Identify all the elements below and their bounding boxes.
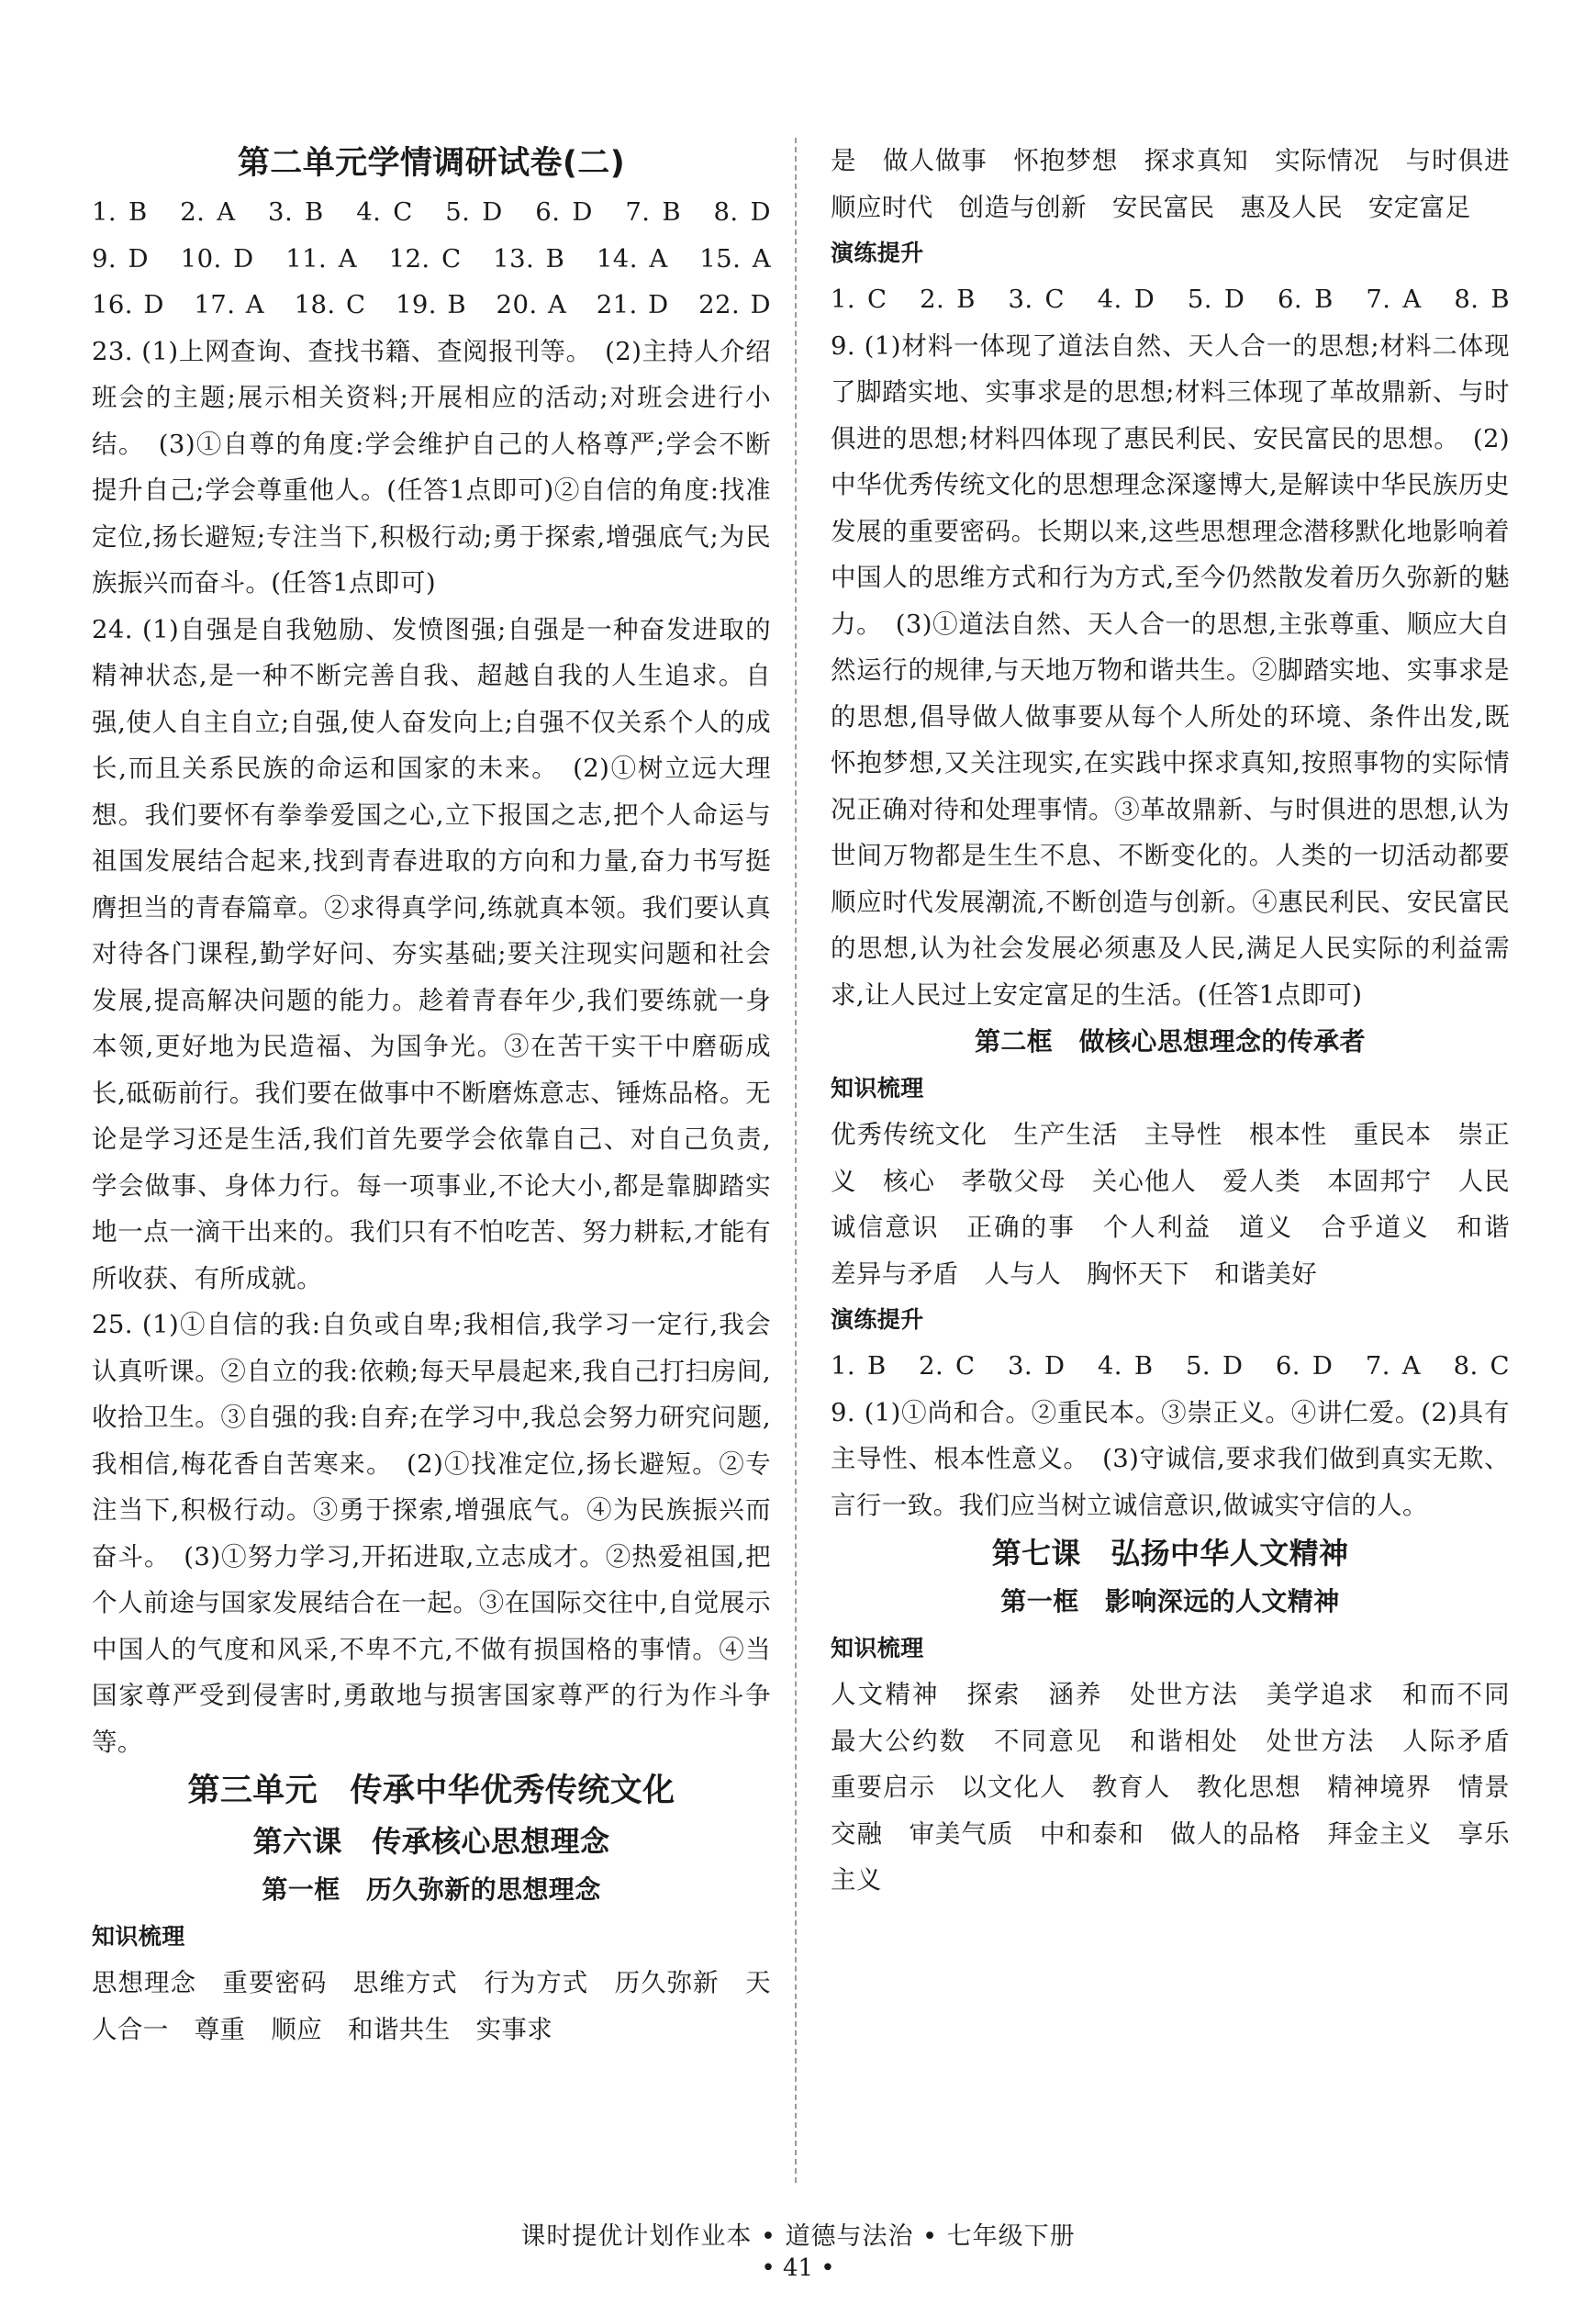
answer-row-1: 1. B 2. A 3. B 4. C 5. D 6. D 7. B 8. D bbox=[92, 197, 771, 227]
answer-row-2: 9. D 10. D 11. A 12. C 13. B 14. A 15. A bbox=[92, 243, 771, 274]
column-divider bbox=[795, 138, 797, 2183]
book-footer: 课时提优计划作业本 • 道德与法治 • 七年级下册 bbox=[520, 2222, 1076, 2251]
frame-2-heading: 第二框 做核心思想理念的传承者 bbox=[974, 1026, 1366, 1057]
test-title: 第二单元学情调研试卷(二) bbox=[237, 145, 626, 182]
knowledge-text-continued: 是 做人做事 怀抱梦想 探求真知 实际情况 与时俱进 顺应时代 创造与创新 安民富民 惠及人民 安定富足 bbox=[831, 146, 1535, 222]
practice-label-2: 演练提升 bbox=[831, 1306, 924, 1333]
knowledge-label: 知识梳理 bbox=[92, 1923, 185, 1950]
unit-3-heading: 第三单元 传承中华优秀传统文化 bbox=[187, 1773, 675, 1809]
knowledge-label-2: 知识梳理 bbox=[831, 1075, 924, 1102]
lesson-6-heading: 第六课 传承核心思想理念 bbox=[252, 1824, 610, 1859]
frame-1-heading: 第一框 历久弥新的思想理念 bbox=[262, 1874, 601, 1905]
knowledge-text: 思想理念 重要密码 思维方式 行为方式 历久弥新 天人合一 尊重 顺应 和谐共生 实事求 bbox=[92, 1968, 771, 2044]
lesson-7-heading: 第七课 弘扬中华人文精神 bbox=[991, 1536, 1349, 1571]
knowledge-text-2: 优秀传统文化 生产生活 主导性 根本性 重民本 崇正义 核心 孝敬父母 关心他人 爱人类 本固邦宁 人民 诚信意识 正确的事 个人利益 道义 合乎道义 和谐 差异与矛盾 人与人 胸怀天下 和谐美好 bbox=[831, 1120, 1535, 1289]
question-9-lesson6-frame2: 9. (1)①尚和合。②重民本。③崇正义。④讲仁爱。(2)具有主导性、根本性意义。 (3)守诚信,要求我们做到真实无欺、言行一致。我们应当树立诚信意识,做诚实守信的人。 bbox=[831, 1397, 1510, 1520]
answer-row-3: 16. D 17. A 18. C 19. B 20. A 21. D 22. D bbox=[92, 290, 771, 319]
right-column bbox=[831, 138, 1535, 1904]
page-number: • 41 • bbox=[761, 2254, 835, 2282]
question-25: 25. (1)①自信的我:自负或自卑;我相信,我学习一定行,我会认真听课。②自立的我:依赖;每天早晨起来,我自己打扫房间,收拾卫生。③自强的我:自弃;在学习中,我总会努力研究问题,我相信,梅花香自苦寒来。 (2)①找准定位,扬长避短。②专注当下,积极行动。③勇于探索,增强底气。④为民族振兴而奋斗。 (3)①努力学习,开拓进取,立志成才。②热爱祖国,把个人前途与国家发展结合在一起。③在国际交往中,自觉展示中国人的气度和风采,不卑不亢,不做有损国格的事情。④当国家尊严受到侵害时,勇敢地与损害国家尊严的行为作斗争等。 bbox=[92, 1310, 771, 1757]
knowledge-text-3: 人文精神 探索 涵养 处世方法 美学追求 和而不同 最大公约数 不同意见 和谐相处 处世方法 人际矛盾 重要启示 以文化人 教育人 教化思想 精神境界 情景交融 审美气质 中和泰和 做人的品格 拜金主义 享乐主义 bbox=[831, 1680, 1535, 1895]
practice-answers-2: 1. B 2. C 3. D 4. B 5. D 6. D 7. A 8. C bbox=[831, 1351, 1510, 1381]
question-23: 23. (1)上网查询、查找书籍、查阅报刊等。 (2)主持人介绍班会的主题;展示相关资料;开展相应的活动;对班会进行小结。 (3)①自尊的角度:学会维护自己的人格尊严;学会不断提升自己;学会尊重他人。(任答1点即可)②自信的角度:找准定位,扬长避短;专注当下,积极行动;勇于探索,增强底气;为民族振兴而奋斗。(任答1点即可) bbox=[92, 336, 771, 598]
frame-3-heading: 第一框 影响深远的人文精神 bbox=[1000, 1586, 1340, 1616]
practice-answers-1: 1. C 2. B 3. C 4. D 5. D 6. B 7. A 8. B bbox=[831, 285, 1510, 314]
practice-label-1: 演练提升 bbox=[831, 240, 924, 266]
left-column bbox=[92, 138, 771, 2052]
question-24: 24. (1)自强是自我勉励、发愤图强;自强是一种奋发进取的精神状态,是一种不断完善自我、超越自我的人生追求。自强,使人自主自立;自强,使人奋发向上;自强不仅关系个人的成长,而且关系民族的命运和国家的未来。 (2)①树立远大理想。我们要怀有拳拳爱国之心,立下报国之志,把个人命运与祖国发展结合起来,找到青春进取的方向和力量,奋力书写挺膺担当的青春篇章。②求得真学问,练就真本领。我们要认真对待各门课程,勤学好问、夯实基础;要关注现实问题和社会发展,提高解决问题的能力。趁着青春年少,我们要练就一身本领,更好地为民造福、为国争光。③在苦干实干中磨砺成长,砥砺前行。我们要在做事中不断磨炼意志、锤炼品格。无论是学习还是生活,我们首先要学会依靠自己、对自己负责,学会做事、身体力行。每一项事业,不论大小,都是靠脚踏实地一点一滴干出来的。我们只有不怕吃苦、努力耕耘,才能有所收获、有所成就。 bbox=[92, 614, 771, 1293]
question-9-lesson6-frame1: 9. (1)材料一体现了道法自然、天人合一的思想;材料二体现了脚踏实地、实事求是的思想;材料三体现了革故鼎新、与时俱进的思想;材料四体现了惠民利民、安民富民的思想。 (2)中华优秀传统文化的思想理念深邃博大,是解读中华民族历史发展的重要密码。长期以来,这些思想理念潜移默化地影响着中国人的思维方式和行为方式,至今仍然散发着历久弥新的魅力。 (3)①道法自然、天人合一的思想,主张尊重、顺应大自然运行的规律,与天地万物和谐共生。②脚踏实地、实事求是的思想,倡导做人做事要从每个人所处的环境、条件出发,既怀抱梦想,又关注现实,在实践中探求真知,按照事物的实际情况正确对待和处理事情。③革故鼎新、与时俱进的思想,认为世间万物都是生生不息、不断变化的。人类的一切活动都要顺应时代发展潮流,不断创造与创新。④惠民利民、安民富民的思想,认为社会发展必须惠及人民,满足人民实际的利益需求,让人民过上安定富足的生活。(任答1点即可) bbox=[831, 330, 1510, 1010]
knowledge-label-3: 知识梳理 bbox=[831, 1635, 924, 1661]
